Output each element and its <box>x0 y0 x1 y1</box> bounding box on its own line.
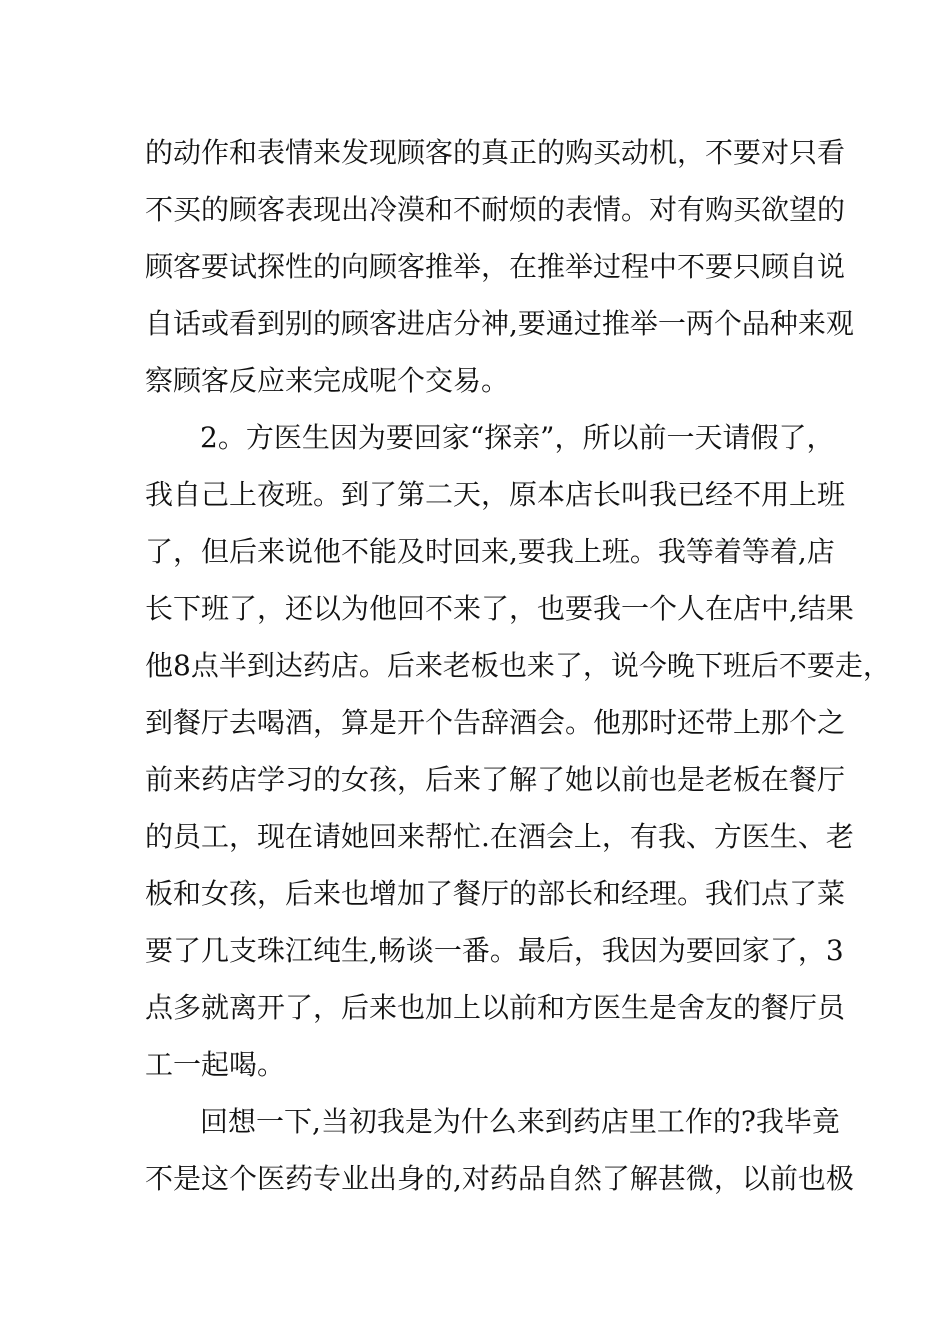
text-line: 前来药店学习的女孩，后来了解了她以前也是老板在餐厅 <box>145 763 846 796</box>
text-line: 长下班了，还以为他回不来了，也要我一个人在店中,结果 <box>145 592 854 625</box>
text-line: 到餐厅去喝酒，算是开个告辞酒会。他那时还带上那个之 <box>145 706 846 739</box>
text-line: 察顾客反应来完成呢个交易。 <box>145 364 510 397</box>
paragraph-start-line: 回想一下,当初我是为什么来到药店里工作的?我毕竟 <box>200 1105 840 1138</box>
text-line: 我自己上夜班。到了第二天，原本店长叫我已经不用上班 <box>145 478 846 511</box>
text-line: 顾客要试探性的向顾客推举，在推举过程中不要只顾自说 <box>145 250 846 283</box>
text-line: 了，但后来说他不能及时回来,要我上班。我等着等着,店 <box>145 535 835 568</box>
text-line: 板和女孩，后来也增加了餐厅的部长和经理。我们点了菜 <box>145 877 846 910</box>
paragraph-start-line: 2。方医生因为要回家“探亲”，所以前一天请假了， <box>200 421 835 454</box>
text-line: 点多就离开了，后来也加上以前和方医生是舍友的餐厅员 <box>145 991 846 1024</box>
text-line: 自话或看到别的顾客进店分神,要通过推举一两个品种来观 <box>145 307 854 340</box>
text-line: 他8点半到达药店。后来老板也来了，说今晚下班后不要走， <box>145 649 891 682</box>
text-line: 不买的顾客表现出冷漠和不耐烦的表情。对有购买欲望的 <box>145 193 846 226</box>
text-line: 的员工，现在请她回来帮忙.在酒会上，有我、方医生、老 <box>145 820 854 853</box>
text-line: 的动作和表情来发现顾客的真正的购买动机，不要对只看 <box>145 136 846 169</box>
text-line: 不是这个医药专业出身的,对药品自然了解甚微，以前也极 <box>145 1162 854 1195</box>
text-line: 工一起喝。 <box>145 1048 286 1081</box>
text-line: 要了几支珠江纯生,畅谈一番。最后，我因为要回家了，3 <box>145 934 844 967</box>
